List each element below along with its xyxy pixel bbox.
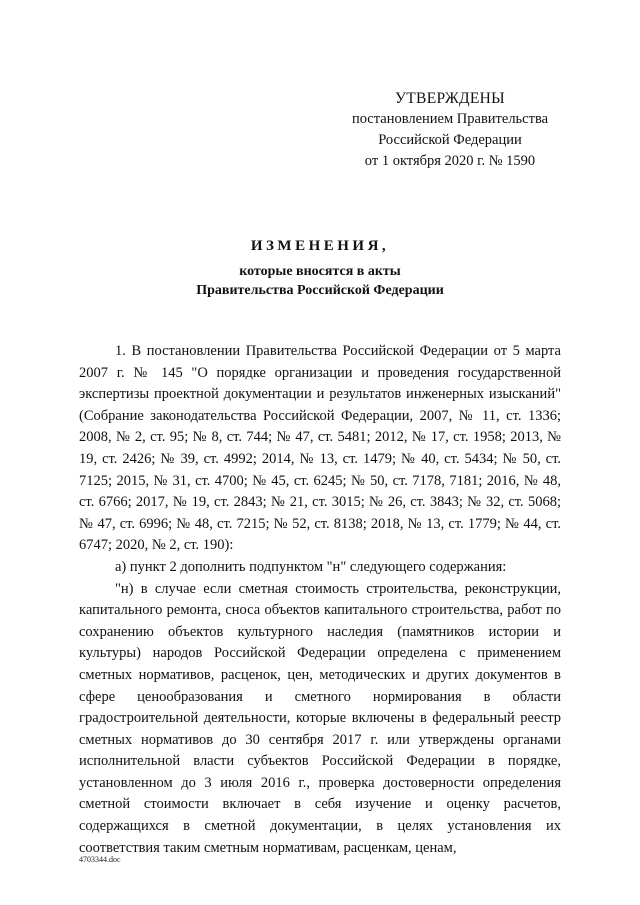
paragraph-1: 1. В постановлении Правительства Российской Федерации от 5 марта 2007 г. № 145 "О порядке организации и проведения государственной экспертизы проектной документации и результатов инженерных изысканий" (Собрание законодательства Российской Федерации, 2007, № 11, ст. 1336; 2008, № 2, ст. 95; № 8, ст. 744; № 47, ст. 5481; 2012, № 17, ст. 1958; 2013, № 19, ст. 2426; № 39, ст. 4992; 2014, № 13, ст. 1479; № 40, ст. 5434; № 50, ст. 7125; 2015, № 31, ст. 4700; № 45, ст. 6245; № 50, ст. 7178, 7181; 2016, № 48, ст. 6766; 2017, № 19, ст. 2843; № 21, ст. 3015; № 26, ст. 3843; № 32, ст. 5068; № 47, ст. 6996; № 48, ст. 7215; № 52, ст. 8138; 2018, № 13, ст. 1779; № 44, ст. 6747; 2020, № 2, ст. 190):	[79, 343, 561, 554]
approval-line-1: постановлением Правительства	[351, 111, 549, 127]
approval-line-3: от 1 октября 2020 г. № 1590	[364, 153, 536, 169]
approval-line-2: Российской Федерации	[378, 132, 522, 148]
approval-heading: УТВЕРЖДЕНЫ	[395, 90, 505, 107]
subtitle-line-2: Правительства Российской Федерации	[196, 283, 444, 298]
paragraph-3: "н) в случае если сметная стоимость строительства, реконструкции, капитального ремонта, сноса объектов капитального строительства, работ по сохранению объектов культурного наследия (памятников истории и культуры) народов Российской Федерации определена с применением сметных нормативов, расценок, цен, методических и других документов в сфере ценообразования и сметного нормирования в области градостроительной деятельности, которые включены в федеральный реестр сметных нормативов до 30 сентября 2017 г. или утверждены органами исполнительной власти субъектов Российской Федерации в порядке, установленном до 3 июля 2016 г., проверка достоверности определения сметной стоимости включает в себя изучение и оценку расчетов, содержащихся в сметной документации, в целях установления их соответствия таким сметным нормативам, расценкам, ценам,	[79, 580, 561, 856]
approval-stamp	[330, 88, 570, 172]
file-name-footer: 4703344.doc	[79, 855, 121, 864]
document-body	[79, 341, 561, 859]
document-title: ИЗМЕНЕНИЯ,	[250, 238, 390, 254]
subtitle-line-1: которые вносятся в акты	[239, 264, 401, 279]
paragraph-2: а) пункт 2 дополнить подпунктом "н" следующего содержания:	[115, 558, 507, 575]
document-subtitle	[0, 262, 640, 300]
